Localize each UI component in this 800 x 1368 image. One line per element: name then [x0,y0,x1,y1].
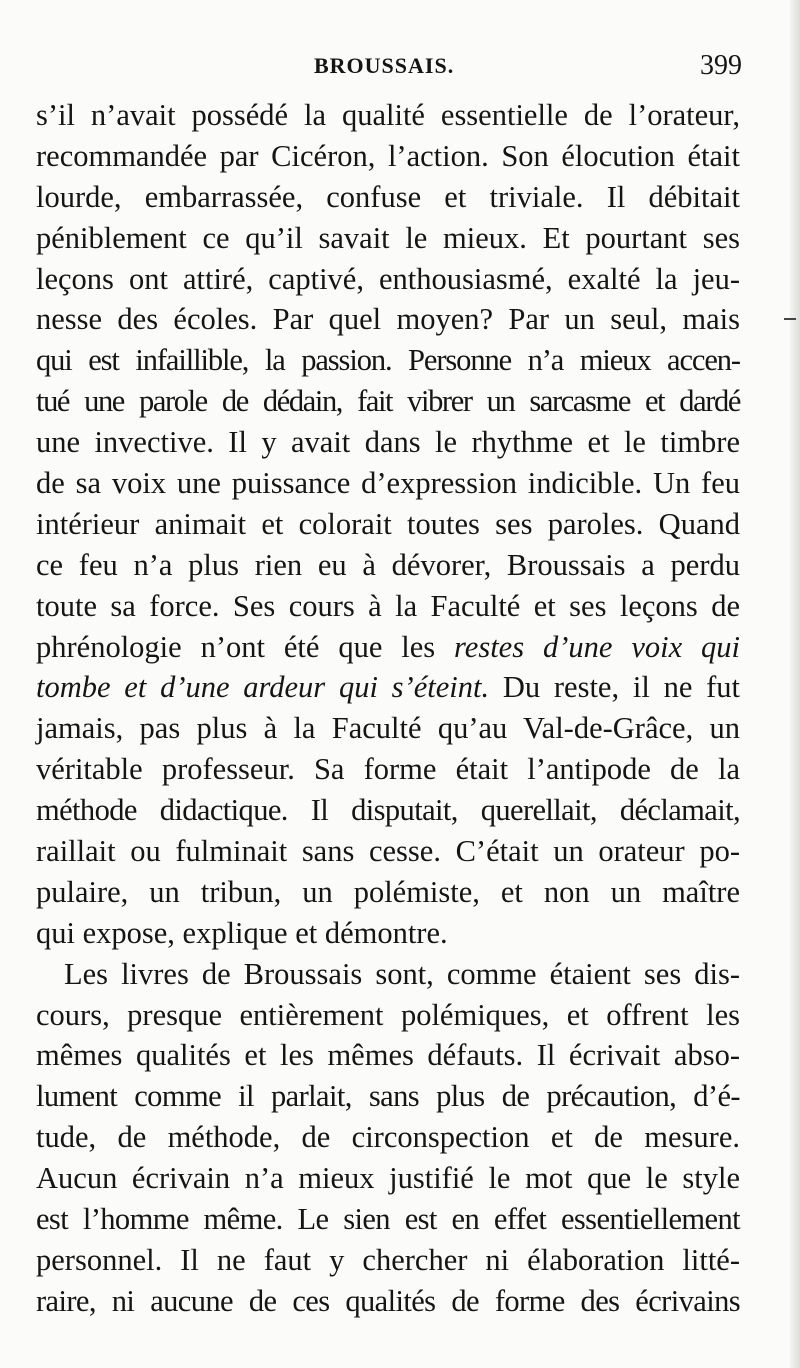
text-fragment: leçons ont attiré, captivé, enthousiasmé, exalté la jeu- [36,261,740,296]
italic-text: restes d’une voix qui [454,629,740,664]
text-line [36,667,740,708]
text-fragment: nesse des écoles. Par quel moyen? Par un seul, mais [36,302,740,337]
text-line [36,463,740,504]
text-fragment: cours, presque entièrement polémiques, et offrent les [36,997,740,1032]
text-line [36,504,740,545]
text-line [36,586,740,627]
text-fragment: qui expose, explique et démontre. [36,915,448,950]
text-line [36,831,740,872]
text-line [36,708,740,749]
text-fragment: s’il n’avait possédé la qualité essentielle de l’orateur, [36,98,740,132]
running-head: BROUSSAIS. [314,53,455,78]
text-line [36,995,740,1036]
text-line [36,790,740,831]
text-line [36,299,740,340]
text-fragment: pulaire, un tribun, un polémiste, et non un maître [36,874,740,909]
text-line [36,422,740,463]
text-line [36,1199,740,1240]
text-fragment: péniblement ce qu’il savait le mieux. Et pourtant ses [36,220,740,255]
text-fragment: Du reste, il ne fut [489,670,741,705]
text-line [36,627,740,668]
text-fragment: Aucun écrivain n’a mieux justifié le mot que le style [36,1161,740,1196]
text-fragment: lourde, embarrassée, confuse et triviale. Il débitait [36,179,740,214]
text-fragment: intérieur animait et colorait toutes ses paroles. Quand [36,506,740,541]
page-header [36,50,742,86]
text-line [36,340,740,381]
page-number: 399 [700,50,742,81]
text-line [36,1035,740,1076]
text-fragment: une invective. Il y avait dans le rhythme et le timbre [36,425,740,460]
text-fragment: Les livres de Broussais sont, comme étaient ses dis- [64,956,740,991]
text-line [36,381,740,422]
text-fragment: méthode didactique. Il disputait, querellait, déclamait, [36,793,740,828]
text-fragment: personnel. Il ne faut y chercher ni élaboration litté- [36,1242,740,1277]
text-line [36,749,740,790]
text-line [36,177,740,218]
text-fragment: raillait ou fulminait sans cesse. C’était un orateur po- [36,834,740,869]
text-line [36,259,740,300]
text-fragment: tué une parole de dédain, fait vibrer un sarcasme et dardé [36,384,740,419]
text-fragment: phrénologie n’ont été que les [36,629,455,664]
text-line [36,1281,740,1322]
text-line [36,1117,740,1158]
text-line [36,1158,740,1199]
text-fragment: raire, ni aucune de ces qualités de forme des écrivains [36,1283,740,1318]
text-line [36,218,740,259]
text-fragment: mêmes qualités et les mêmes défauts. Il écrivait abso- [36,1038,740,1073]
text-line [36,545,740,586]
text-fragment: recommandée par Cicéron, l’action. Son élocution était [36,138,740,173]
text-fragment: est l’homme même. Le sien est en effet essentiellement [36,1202,740,1237]
text-fragment: véritable professeur. Sa forme était l’antipode de la [36,752,740,787]
text-fragment: lument comme il parlait, sans plus de précaution, d’é- [36,1079,740,1114]
text-fragment: jamais, pas plus à la Faculté qu’au Val-de-Grâce, un [36,711,740,746]
text-line [36,95,740,136]
text-fragment: tude, de méthode, de circonspection et de mesure. [36,1120,740,1155]
text-line [36,954,740,995]
text-fragment: de sa voix une puissance d’expression indicible. Un feu [36,466,740,501]
text-line [36,1076,740,1117]
text-fragment: toute sa force. Ses cours à la Faculté et ses leçons de [36,588,740,623]
text-line [36,913,740,954]
text-fragment: ce feu n’a plus rien eu à dévorer, Broussais a perdu [36,547,740,582]
margin-dash [784,318,796,320]
text-line [36,1240,740,1281]
text-line [36,136,740,177]
text-line [36,872,740,913]
italic-text: tombe et d’une ardeur qui s’éteint. [36,670,490,705]
body-text [36,95,740,1322]
text-fragment: qui est infaillible, la passion. Personne n’a mieux accen- [36,343,740,378]
page-edge [790,0,800,1368]
